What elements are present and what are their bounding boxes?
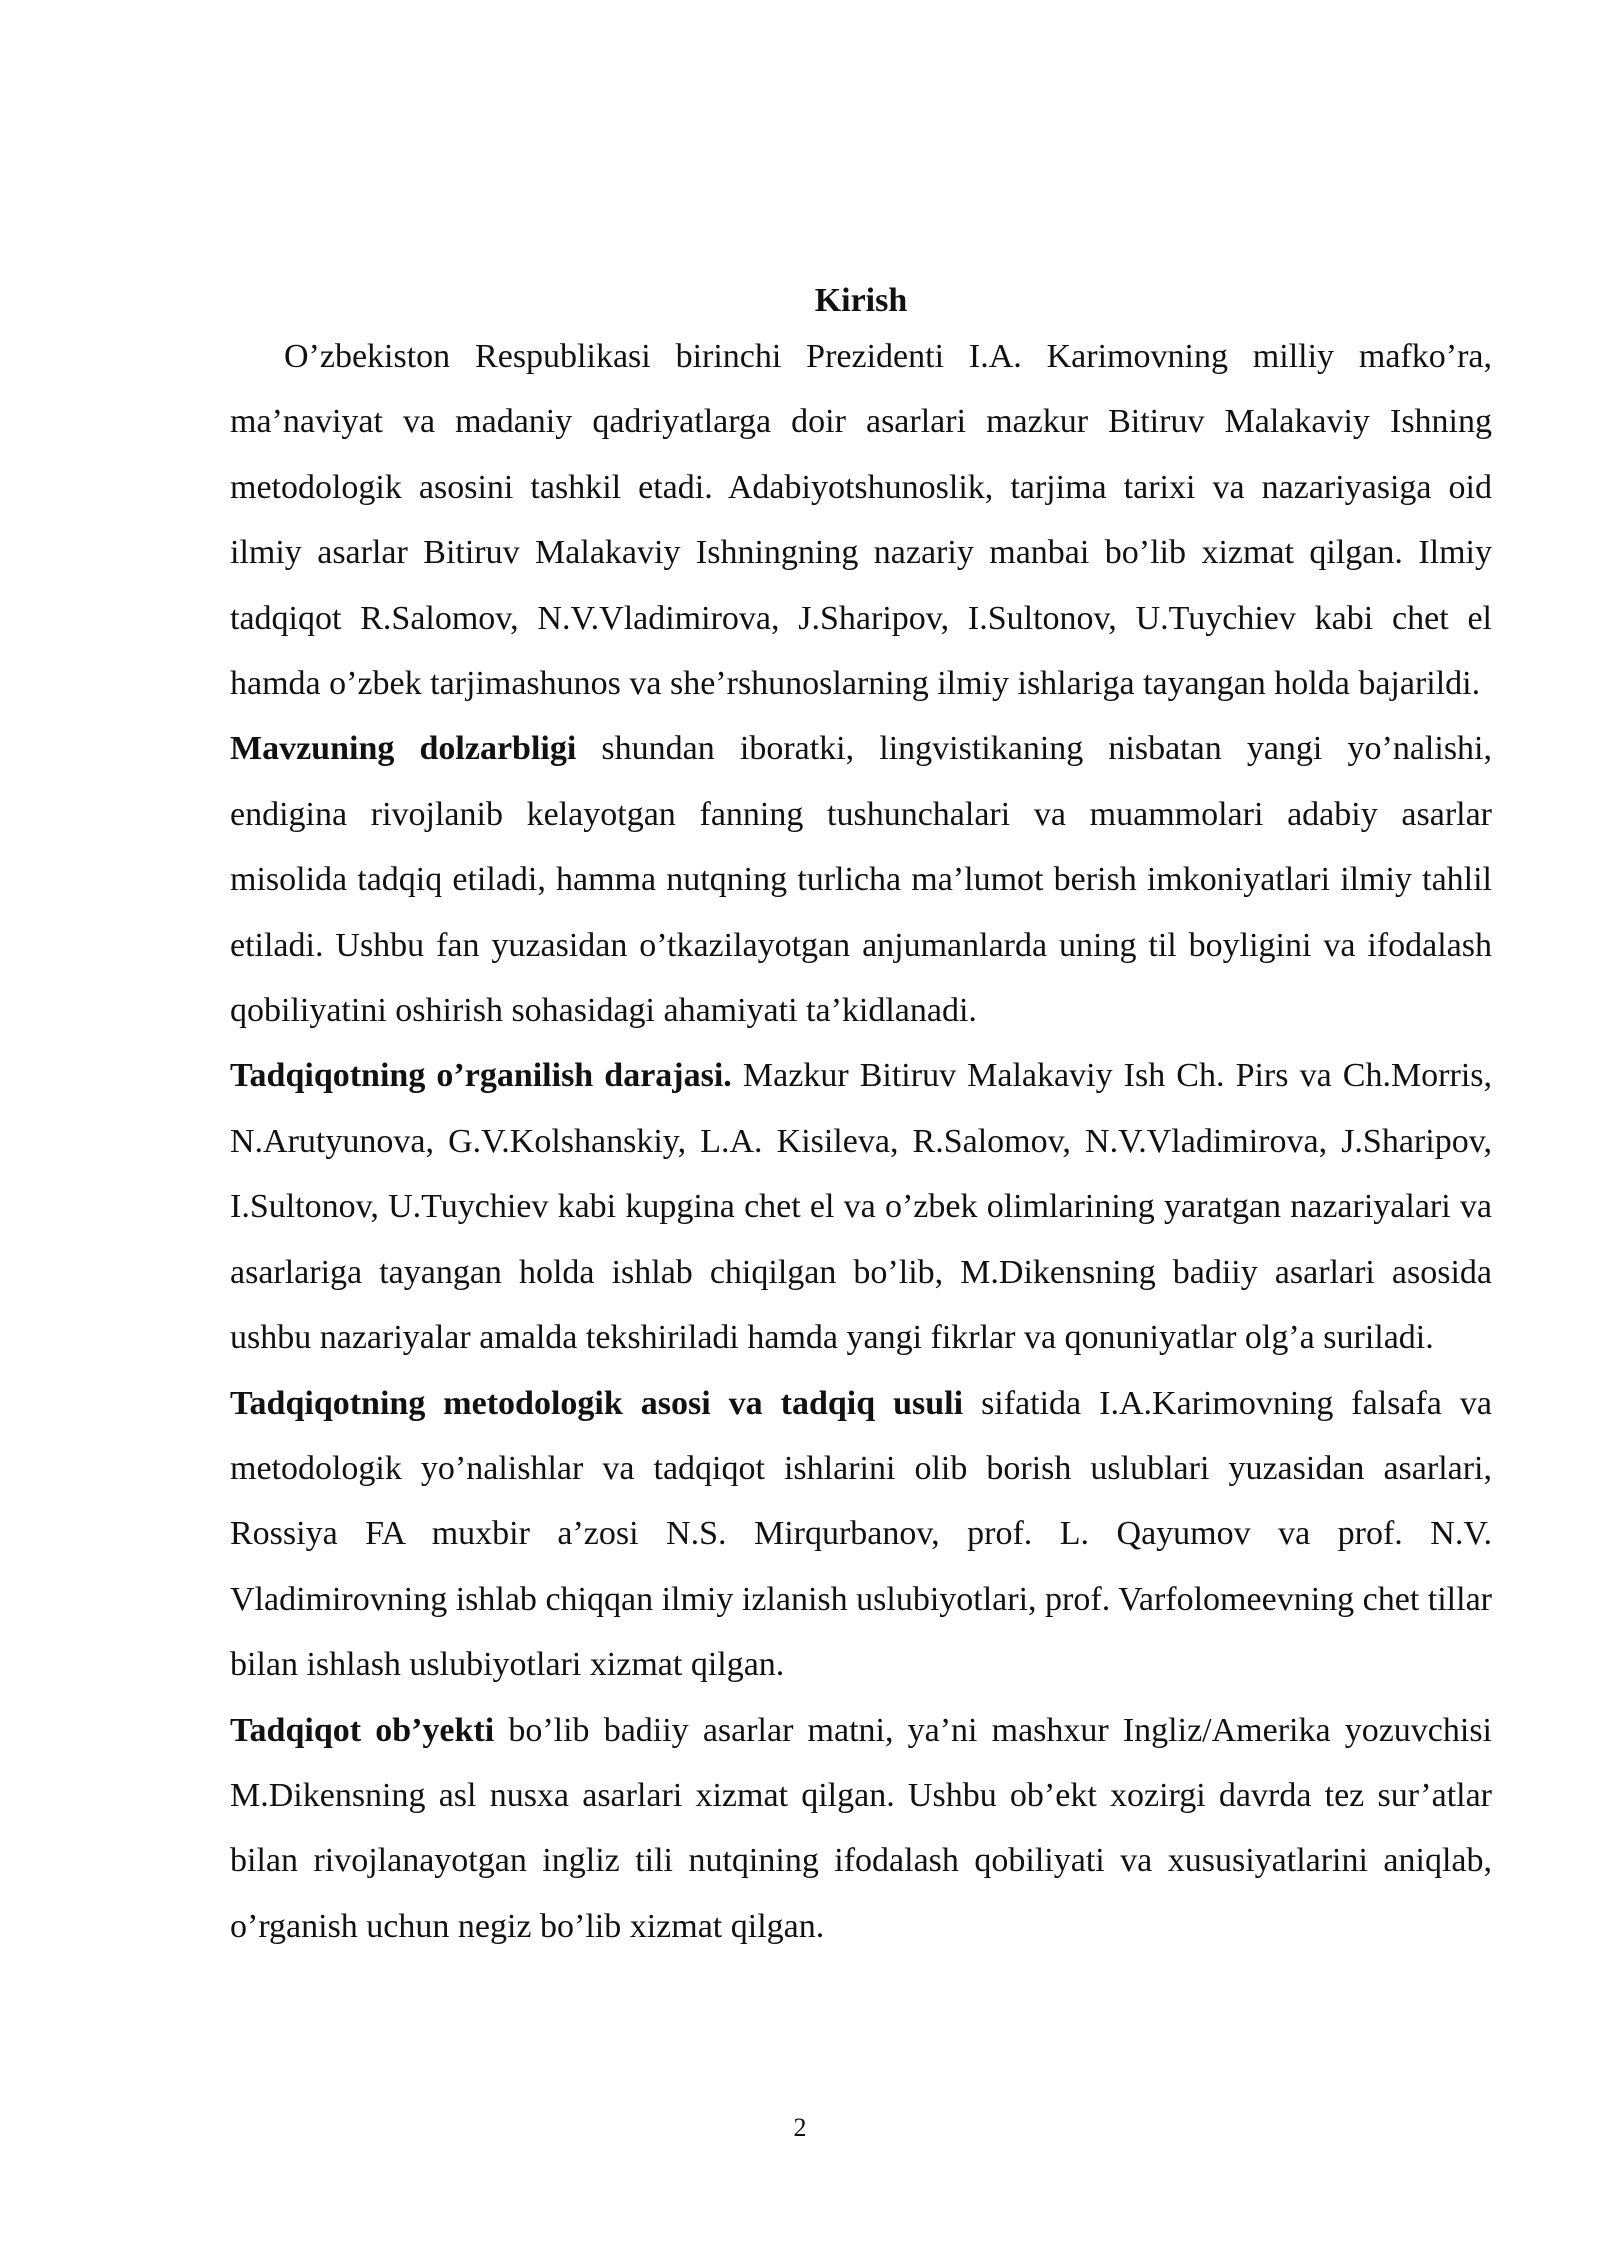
paragraph-text-study-degree: Mazkur Bitiruv Malakaviy Ish Ch. Pirs va Ch.Morris, N.Arutyunova, G.V.Kolshanskiy, L.A. Kisileva, R.Salomov, N.V.Vladimirova, J.Sharipov, I.Sultonov, U.Tuychiev kabi kupgina chet el va o’zbek olimlarining yaratgan nazariyalari va asarlariga tayangan holda ishlab chiqilgan bo’lib, M.Dikensning badiiy asarlari asosida ushbu nazariyalar amalda tekshiriladi hamda yangi fikrlar va qonuniyatlar olg’a suriladi. (230, 1057, 1492, 1357)
paragraph-relevance (230, 716, 1492, 1043)
paragraph-text-relevance: shundan iboratki, lingvistikaning nisbatan yangi yo’nalishi, endigina rivojlanib kelayotgan fanning tushunchalari va muammolari adabiy asarlar misolida tadqiq etiladi, hamma nutqning turlicha ma’lumot berish imkoniyatlari ilmiy tahlil etiladi. Ushbu fan yuzasidan o’tkazilayotgan anjumanlarda uning til boyligini va ifodalash qobiliyatini oshirish sohasidagi ahamiyati ta’kidlanadi. (230, 730, 1492, 1030)
paragraph-heading-methodology: Tadqiqotning metodologik asosi va tadqiq usuli (230, 1384, 964, 1422)
paragraph-methodology (230, 1371, 1492, 1698)
document-body (230, 280, 1492, 1959)
intro-paragraph: O’zbekiston Respublikasi birinchi Prezidenti I.A. Karimovning milliy mafko’ra, ma’naviyat va madaniy qadriyatlarga doir asarlari mazkur Bitiruv Malakaviy Ishning metodologik asosini tashkil etadi. Adabiyotshunoslik, tarjima tarixi va nazariyasiga oid ilmiy asarlar Bitiruv Malakaviy Ishningning nazariy manbai bo’lib xizmat qilgan. Ilmiy tadqiqot R.Salomov, N.V.Vladimirova, J.Sharipov, I.Sultonov, U.Tuychiev kabi chet el hamda o’zbek tarjimashunos va she’rshunoslarning ilmiy ishlariga tayangan holda bajarildi. (230, 338, 1492, 703)
paragraph-heading-research-object: Tadqiqot ob’yekti (230, 1711, 495, 1749)
paragraph-text-methodology: sifatida I.A.Karimovning falsafa va metodologik yo’nalishlar va tadqiqot ishlarini olib borish uslublari yuzasidan asarlari, Rossiya FA muxbir a’zosi N.S. Mirqurbanov, prof. L. Qayumov va prof. N.V. Vladimirovning ishlab chiqqan ilmiy izlanish uslubiyotlari, prof. Varfolomeevning chet tillar bilan ishlash uslubiyotlari xizmat qilgan. (230, 1384, 1492, 1684)
paragraph-heading-study-degree: Tadqiqotning o’rganilish darajasi. (230, 1057, 732, 1095)
page-number: 2 (793, 2113, 807, 2142)
paragraph-heading-relevance: Mavzuning dolzarbligi (230, 730, 577, 768)
section-title: Kirish (814, 282, 908, 319)
paragraph-text-research-object: bo’lib badiiy asarlar matni, ya’ni mashxur Ingliz/Amerika yozuvchisi M.Dikensning asl nusxa asarlari xizmat qilgan. Ushbu ob’ekt xozirgi davrda tez sur’atlar bilan rivojlanayotgan ingliz tili nutqining ifodalash qobiliyati va xususiyatlarini aniqlab, o’rganish uchun negiz bo’lib xizmat qilgan. (230, 1711, 1492, 1945)
paragraph-study-degree (230, 1043, 1492, 1370)
paragraph-research-object (230, 1698, 1492, 1960)
